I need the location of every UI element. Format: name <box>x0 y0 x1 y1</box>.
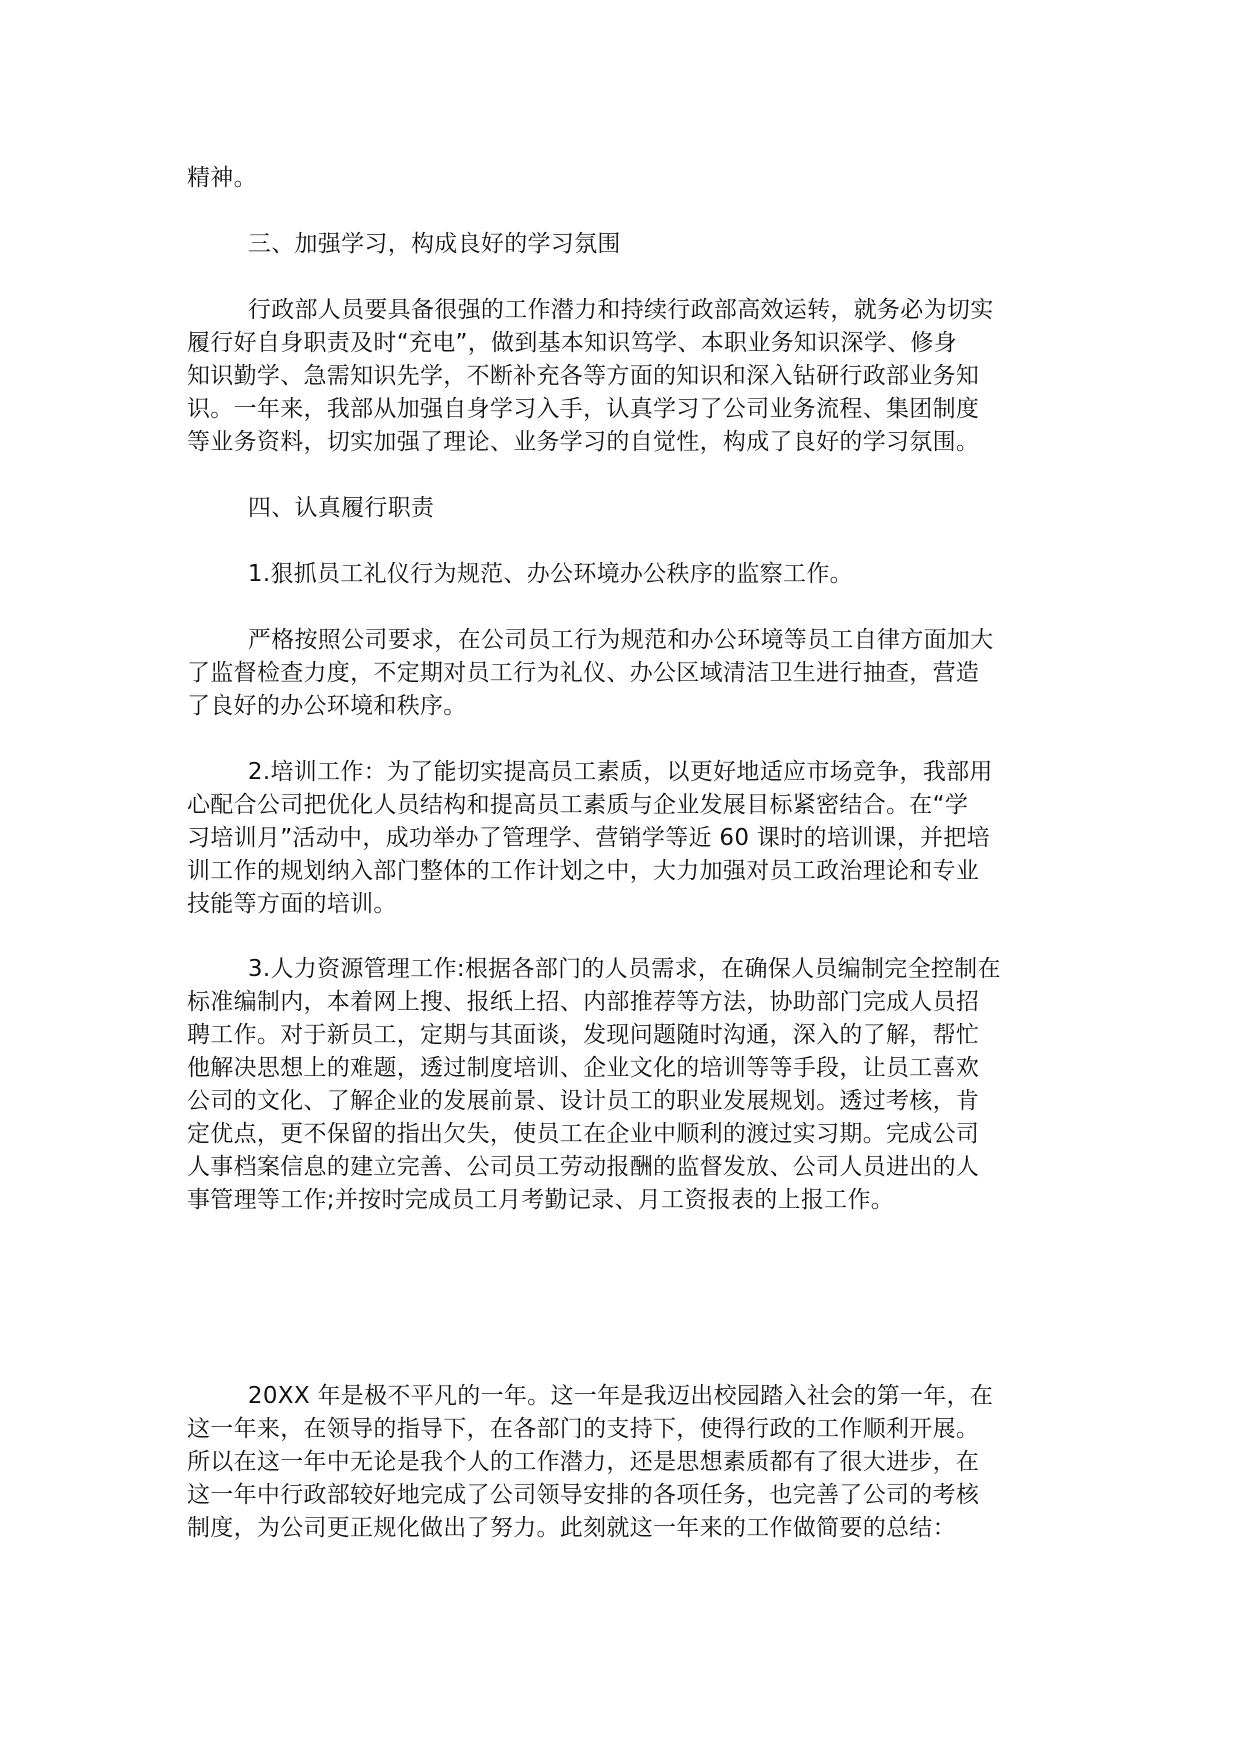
item-training-work: 2.培训工作：为了能切实提高员工素质，以更好地适应市场竞争，我部用 心配合公司把优化人员结构和提高员工素质与企业发展目标紧密结合。在“学 习培训月”活动中，成功举办了管理学、营销学等近 60 课时的培训课，并把培 训工作的规划纳入部门整体的工作计划之中，大力加强对员工政治理论和专业 技能等方面的培训。 <box>187 759 993 917</box>
paragraph-year-summary: 20XX 年是极不平凡的一年。这一年是我迈出校园踏入社会的第一年，在 这一年来，在领导的指导下，在各部门的支持下，使得行政的工作顺利开展。 所以在这一年中无论是我个人的工作潜力，还是思想素质都有了很大进步，在 这一年中行政部较好地完成了公司领导安排的各项任务，也完善了公司的考核 制度，为公司更正规化做出了努力。此刻就这一年来的工作做简要的总结： <box>187 1383 994 1541</box>
paragraph-spirit-end: 精神。 <box>187 165 257 191</box>
heading-perform-duties: 四、认真履行职责 <box>187 495 435 521</box>
paragraph-learning-atmosphere: 行政部人员要具备很强的工作潜力和持续行政部高效运转，就务必为切实 履行好自身职责及时“充电”，做到基本知识笃学、本职业务知识深学、修身 知识勤学、急需知识先学，不断补充各等方面的知识和深入钻研行政部业务知 识。一年来，我部从加强自身学习入手，认真学习了公司业务流程、集团制度 等业务资料，切实加强了理论、业务学习的自觉性，构成了良好的学习氛围。 <box>187 297 994 455</box>
heading-strengthen-learning: 三、加强学习，构成良好的学习氛围 <box>187 231 621 257</box>
paragraph-company-requirements: 严格按照公司要求，在公司员工行为规范和办公环境等员工自律方面加大 了监督检查力度，不定期对员工行为礼仪、办公区域清洁卫生进行抽查，营造 了良好的办公环境和秩序。 <box>187 627 994 719</box>
item-etiquette-supervision: 1.狠抓员工礼仪行为规范、办公环境办公秩序的监察工作。 <box>187 561 853 587</box>
item-hr-management: 3.人力资源管理工作:根据各部门的人员需求，在确保人员编制完全控制在 标准编制内，本着网上搜、报纸上招、内部推荐等方法，协助部门完成人员招 聘工作。对于新员工，定期与其面谈，发现问题随时沟通，深入的了解，帮忙 他解决思想上的难题，透过制度培训、企业文化的培训等等手段，让员工喜欢 公司的文化、了解企业的发展前景、设计员工的职业发展规划。透过考核，肯 定优点，更不保留的指出欠失，使员工在企业中顺利的渡过实习期。完成公司 人事档案信息的建立完善、公司员工劳动报酬的监督发放、公司人员进出的人 事管理等工作;并按时完成员工月考勤记录、月工资报表的上报工作。 <box>187 956 1001 1213</box>
